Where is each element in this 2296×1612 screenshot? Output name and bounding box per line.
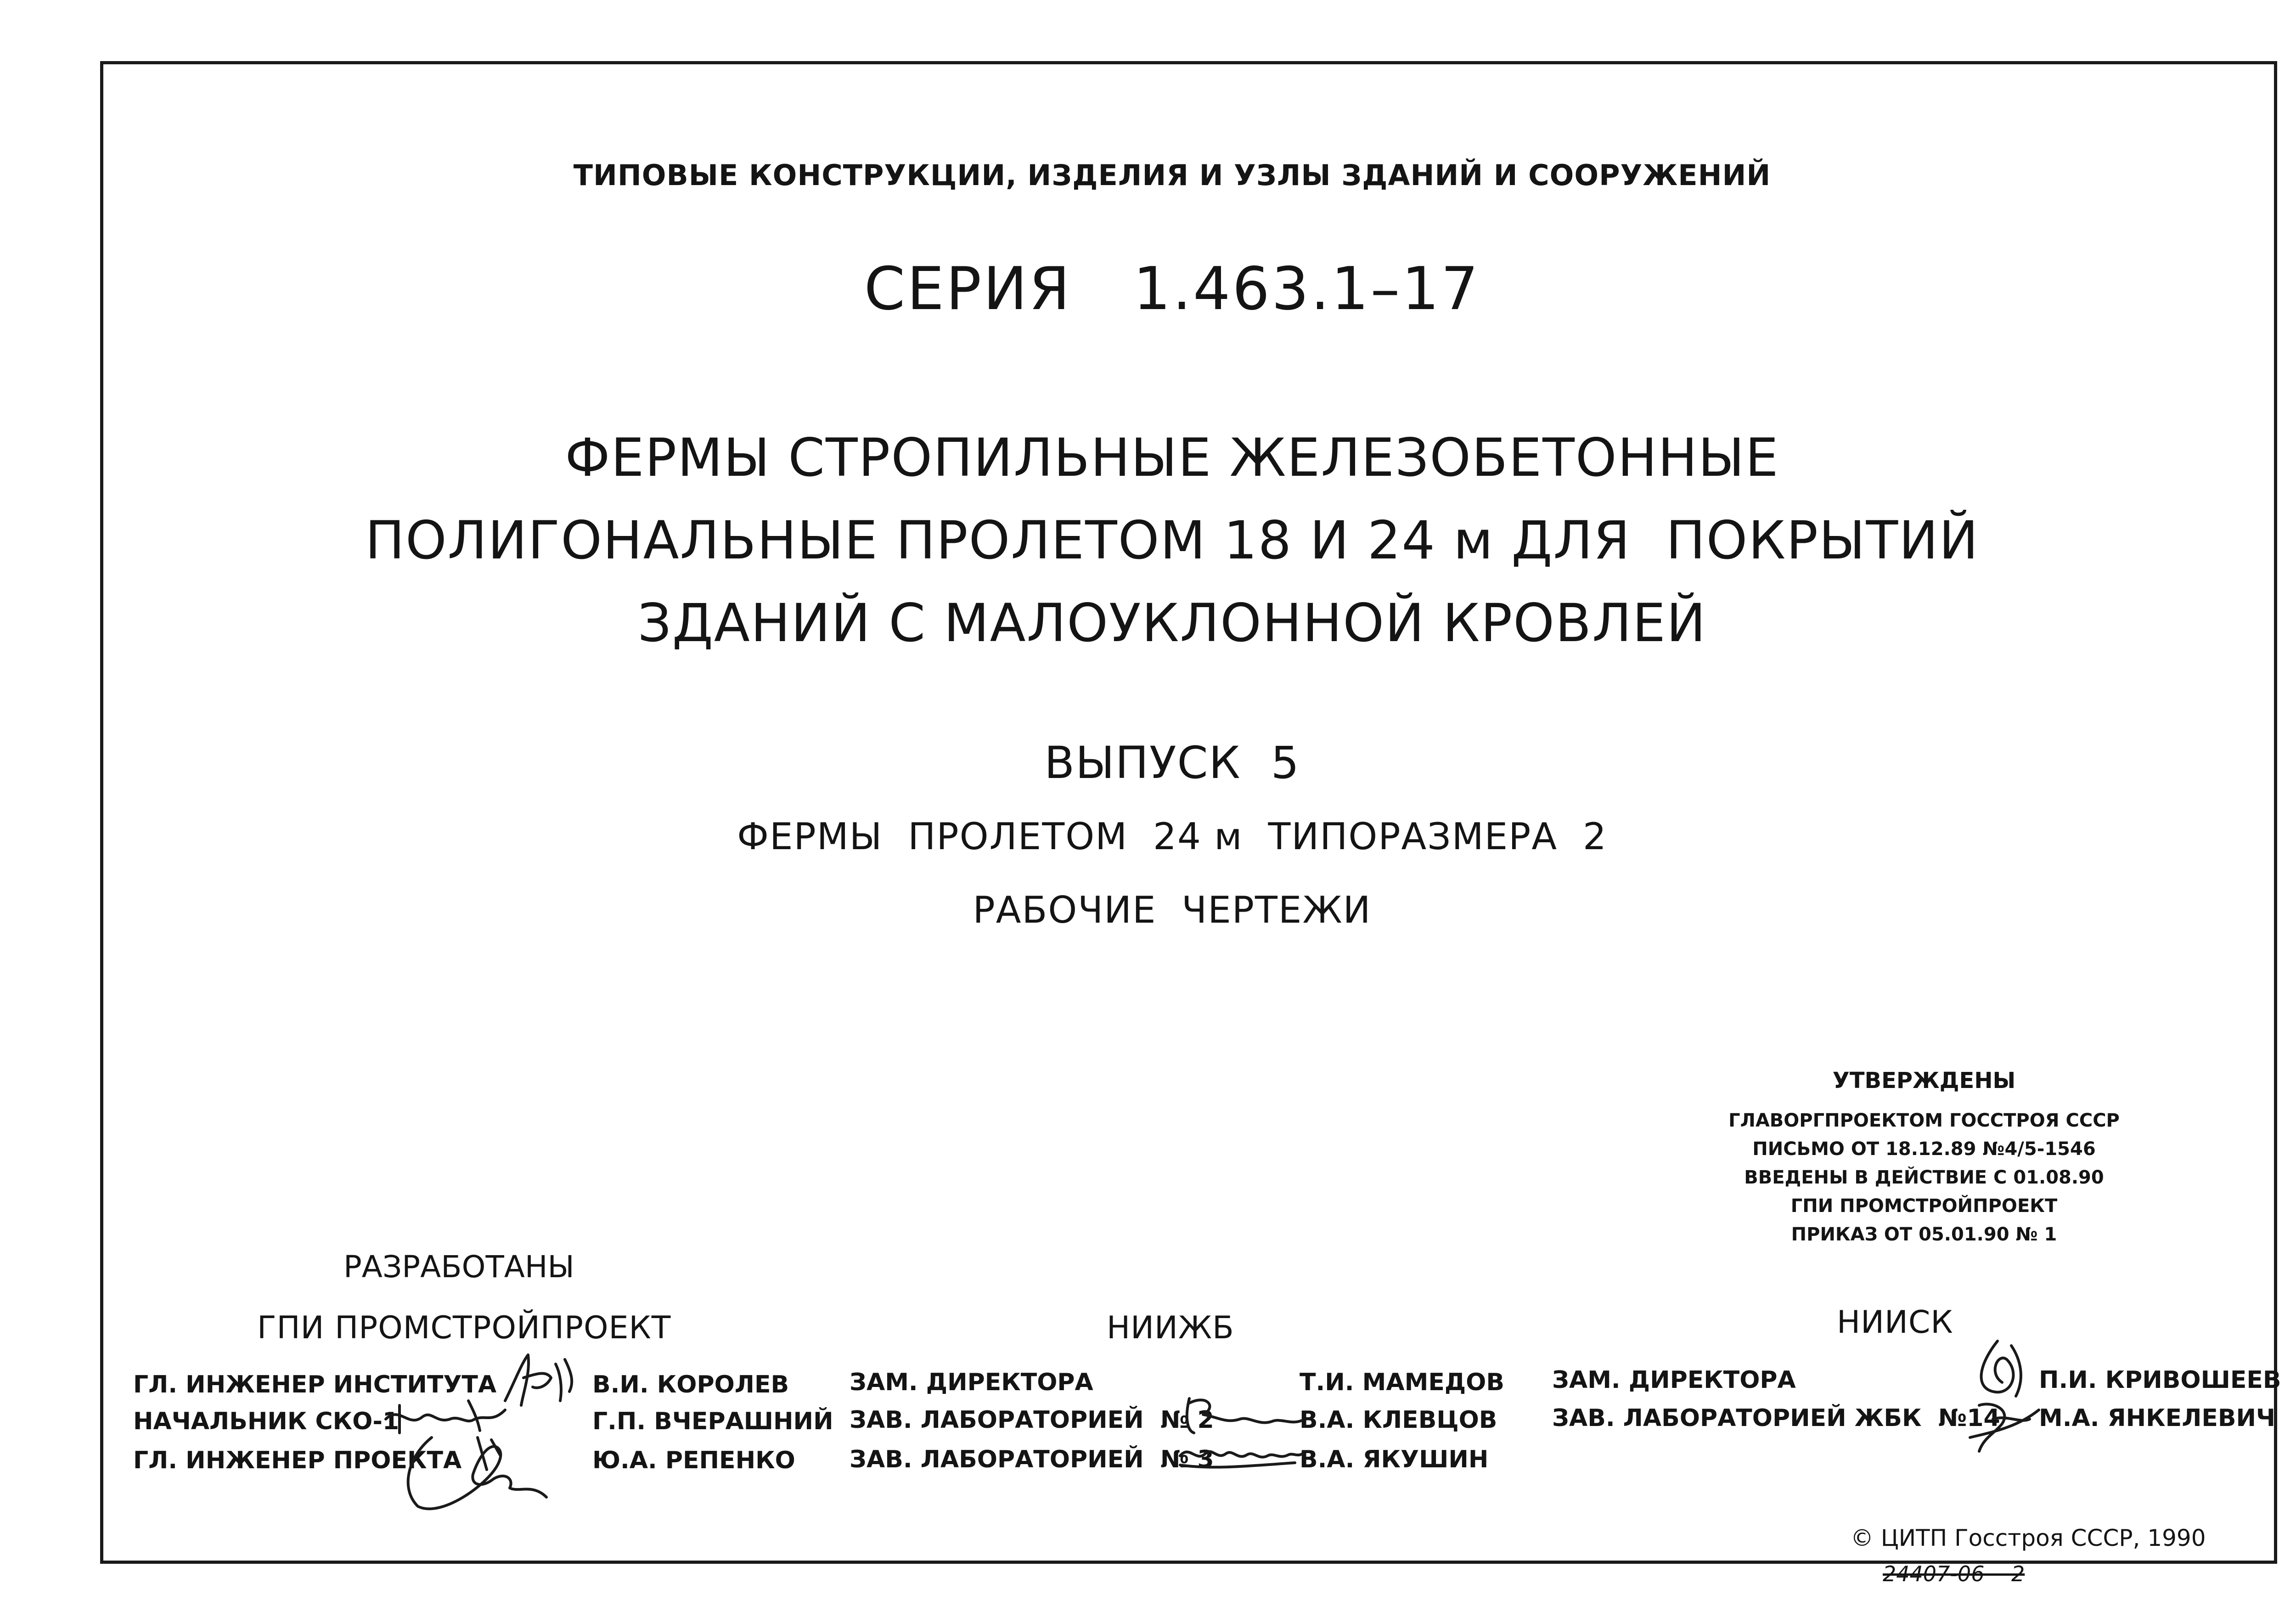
signature-krivosheev: [1952, 1332, 2043, 1460]
approval-block: [1653, 1068, 2195, 1249]
staff-role: ЗАВ. ЛАБОРАТОРИЕЙ № 3: [850, 1446, 1214, 1473]
staff-person: Т.И. МАМЕДОВ: [1300, 1369, 1505, 1396]
org-name-promstroiproekt: ГПИ ПРОМСТРОЙПРОЕКТ: [257, 1310, 671, 1346]
issue-type: РАБОЧИЕ ЧЕРТЕЖИ: [973, 889, 1372, 931]
issue-number: ВЫПУСК 5: [1044, 737, 1300, 789]
approval-line-1: ГЛАВОРГПРОЕКТОМ ГОССТРОЯ СССР: [1728, 1110, 2120, 1131]
series-number: СЕРИЯ 1.463.1–17: [864, 255, 1480, 323]
staff-person: В.А. КЛЕВЦОВ: [1300, 1406, 1497, 1434]
approval-line-2: ПИСЬМО ОТ 18.12.89 №4/5-1546: [1752, 1139, 2096, 1160]
signature-klevtsov: [1176, 1389, 1304, 1440]
signature-yakushin: [1176, 1437, 1304, 1474]
staff-role: НАЧАЛЬНИК СКО-1: [133, 1408, 400, 1435]
copyright-notice: © ЦИТП Госстроя СССР, 1990: [1851, 1525, 2206, 1551]
issue-subject: ФЕРМЫ ПРОЛЕТОМ 24 м ТИПОРАЗМЕРА 2: [737, 815, 1607, 858]
title-line-3: ЗДАНИЙ С МАЛОУКЛОННОЙ КРОВЛЕЙ: [637, 592, 1707, 654]
sheet-stamp-number: 24407-06 2: [1883, 1561, 2025, 1586]
staff-role: ГЛ. ИНЖЕНЕР ПРОЕКТА: [133, 1447, 462, 1474]
org-name-niisk: НИИСК: [1837, 1304, 1953, 1341]
staff-person: М.А. ЯНКЕЛЕВИЧ: [2039, 1404, 2276, 1432]
title-line-2: ПОЛИГОНАЛЬНЫЕ ПРОЛЕТОМ 18 И 24 м ДЛЯ ПОКРЫТИЙ: [365, 510, 1979, 571]
staff-role: ЗАМ. ДИРЕКТОРА: [1552, 1366, 1796, 1394]
signature-repenko: [395, 1428, 551, 1520]
approval-line-5: ПРИКАЗ ОТ 05.01.90 № 1: [1791, 1224, 2057, 1245]
staff-role: ГЛ. ИНЖЕНЕР ИНСТИТУТА: [133, 1371, 497, 1398]
collection-title: ТИПОВЫЕ КОНСТРУКЦИИ, ИЗДЕЛИЯ И УЗЛЫ ЗДАНИЙ И СООРУЖЕНИЙ: [573, 158, 1771, 192]
developed-label: РАЗРАБОТАНЫ: [343, 1249, 574, 1285]
title-line-1: ФЕРМЫ СТРОПИЛЬНЫЕ ЖЕЛЕЗОБЕТОННЫЕ: [565, 427, 1779, 488]
staff-role: ЗАМ. ДИРЕКТОРА: [850, 1369, 1093, 1396]
approval-line-3: ВВЕДЕНЫ В ДЕЙСТВИЕ С 01.08.90: [1744, 1167, 2104, 1188]
staff-person: В.И. КОРОЛЕВ: [592, 1371, 789, 1398]
staff-person: Г.П. ВЧЕРАШНИЙ: [592, 1408, 833, 1435]
staff-person: В.А. ЯКУШИН: [1300, 1446, 1489, 1473]
staff-role: ЗАВ. ЛАБОРАТОРИЕЙ № 2: [850, 1406, 1214, 1434]
staff-person: Ю.А. РЕПЕНКО: [592, 1447, 795, 1474]
org-name-niizhb: НИИЖБ: [1107, 1310, 1234, 1346]
approval-heading: УТВЕРЖДЕНЫ: [1832, 1068, 2016, 1093]
staff-role: ЗАВ. ЛАБОРАТОРИЕЙ ЖБК №14: [1552, 1404, 2000, 1432]
approval-line-4: ГПИ ПРОМСТРОЙПРОЕКТ: [1790, 1195, 2058, 1217]
staff-person: П.И. КРИВОШЕЕВ: [2039, 1366, 2281, 1394]
